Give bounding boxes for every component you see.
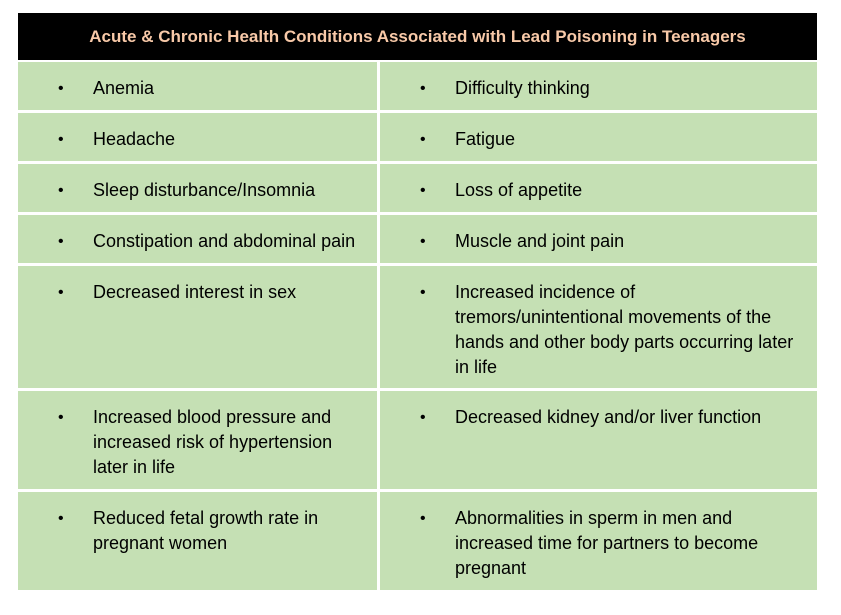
bullet-icon: • xyxy=(58,284,64,301)
list-item xyxy=(18,127,377,152)
list-item xyxy=(18,506,377,556)
list-item xyxy=(380,127,817,152)
list-item xyxy=(380,280,817,380)
condition-text: Fatigue xyxy=(455,129,516,149)
list-item xyxy=(380,76,817,101)
table-row xyxy=(18,215,817,266)
table-cell xyxy=(380,492,817,590)
bullet-icon: • xyxy=(420,284,426,301)
list-item xyxy=(380,405,817,430)
bullet-icon: • xyxy=(58,182,64,199)
table-row xyxy=(18,391,817,492)
bullet-icon: • xyxy=(58,80,64,97)
condition-text: Headache xyxy=(93,129,176,149)
table-cell xyxy=(380,391,817,489)
table-row xyxy=(18,492,817,590)
table-title: Acute & Chronic Health Conditions Associated with Lead Poisoning in Teenagers xyxy=(18,13,817,62)
table-cell xyxy=(380,164,817,212)
table-cell xyxy=(380,113,817,161)
list-item xyxy=(380,506,817,581)
condition-text: Anemia xyxy=(93,78,155,98)
list-item xyxy=(380,178,817,203)
condition-text: Difficulty thinking xyxy=(455,78,590,98)
bullet-icon: • xyxy=(420,182,426,199)
condition-text: Abnormalities in sperm in men and increased time for partners to become pregnant xyxy=(455,508,759,578)
health-conditions-table xyxy=(18,13,817,590)
list-item xyxy=(18,405,377,480)
bullet-icon: • xyxy=(58,510,64,527)
bullet-icon: • xyxy=(58,131,64,148)
table-cell xyxy=(18,113,380,161)
table-cell xyxy=(18,215,380,263)
condition-text: Increased blood pressure and increased risk of hypertension later in life xyxy=(93,407,333,477)
condition-text: Increased incidence of tremors/unintentional movements of the hands and other body parts occurring later in life xyxy=(455,282,794,377)
condition-text: Muscle and joint pain xyxy=(455,231,625,251)
bullet-icon: • xyxy=(420,233,426,250)
condition-text: Sleep disturbance/Insomnia xyxy=(93,180,316,200)
table-cell xyxy=(380,266,817,388)
table-cell xyxy=(18,62,380,110)
table-row xyxy=(18,266,817,391)
condition-text: Reduced fetal growth rate in pregnant women xyxy=(93,508,319,553)
bullet-icon: • xyxy=(420,80,426,97)
list-item xyxy=(380,229,817,254)
table-cell xyxy=(380,215,817,263)
table-cell xyxy=(18,164,380,212)
list-item xyxy=(18,178,377,203)
table-cell xyxy=(18,266,380,388)
condition-text: Decreased kidney and/or liver function xyxy=(455,407,762,427)
list-item xyxy=(18,229,377,254)
table-cell xyxy=(18,391,380,489)
table-row xyxy=(18,164,817,215)
bullet-icon: • xyxy=(58,233,64,250)
table-cell xyxy=(18,492,380,590)
condition-text: Constipation and abdominal pain xyxy=(93,231,356,251)
condition-text: Decreased interest in sex xyxy=(93,282,297,302)
table-cell xyxy=(380,62,817,110)
condition-text: Loss of appetite xyxy=(455,180,583,200)
table-row xyxy=(18,62,817,113)
bullet-icon: • xyxy=(420,510,426,527)
bullet-icon: • xyxy=(420,409,426,426)
list-item xyxy=(18,76,377,101)
bullet-icon: • xyxy=(420,131,426,148)
bullet-icon: • xyxy=(58,409,64,426)
list-item xyxy=(18,280,377,305)
table-row xyxy=(18,113,817,164)
